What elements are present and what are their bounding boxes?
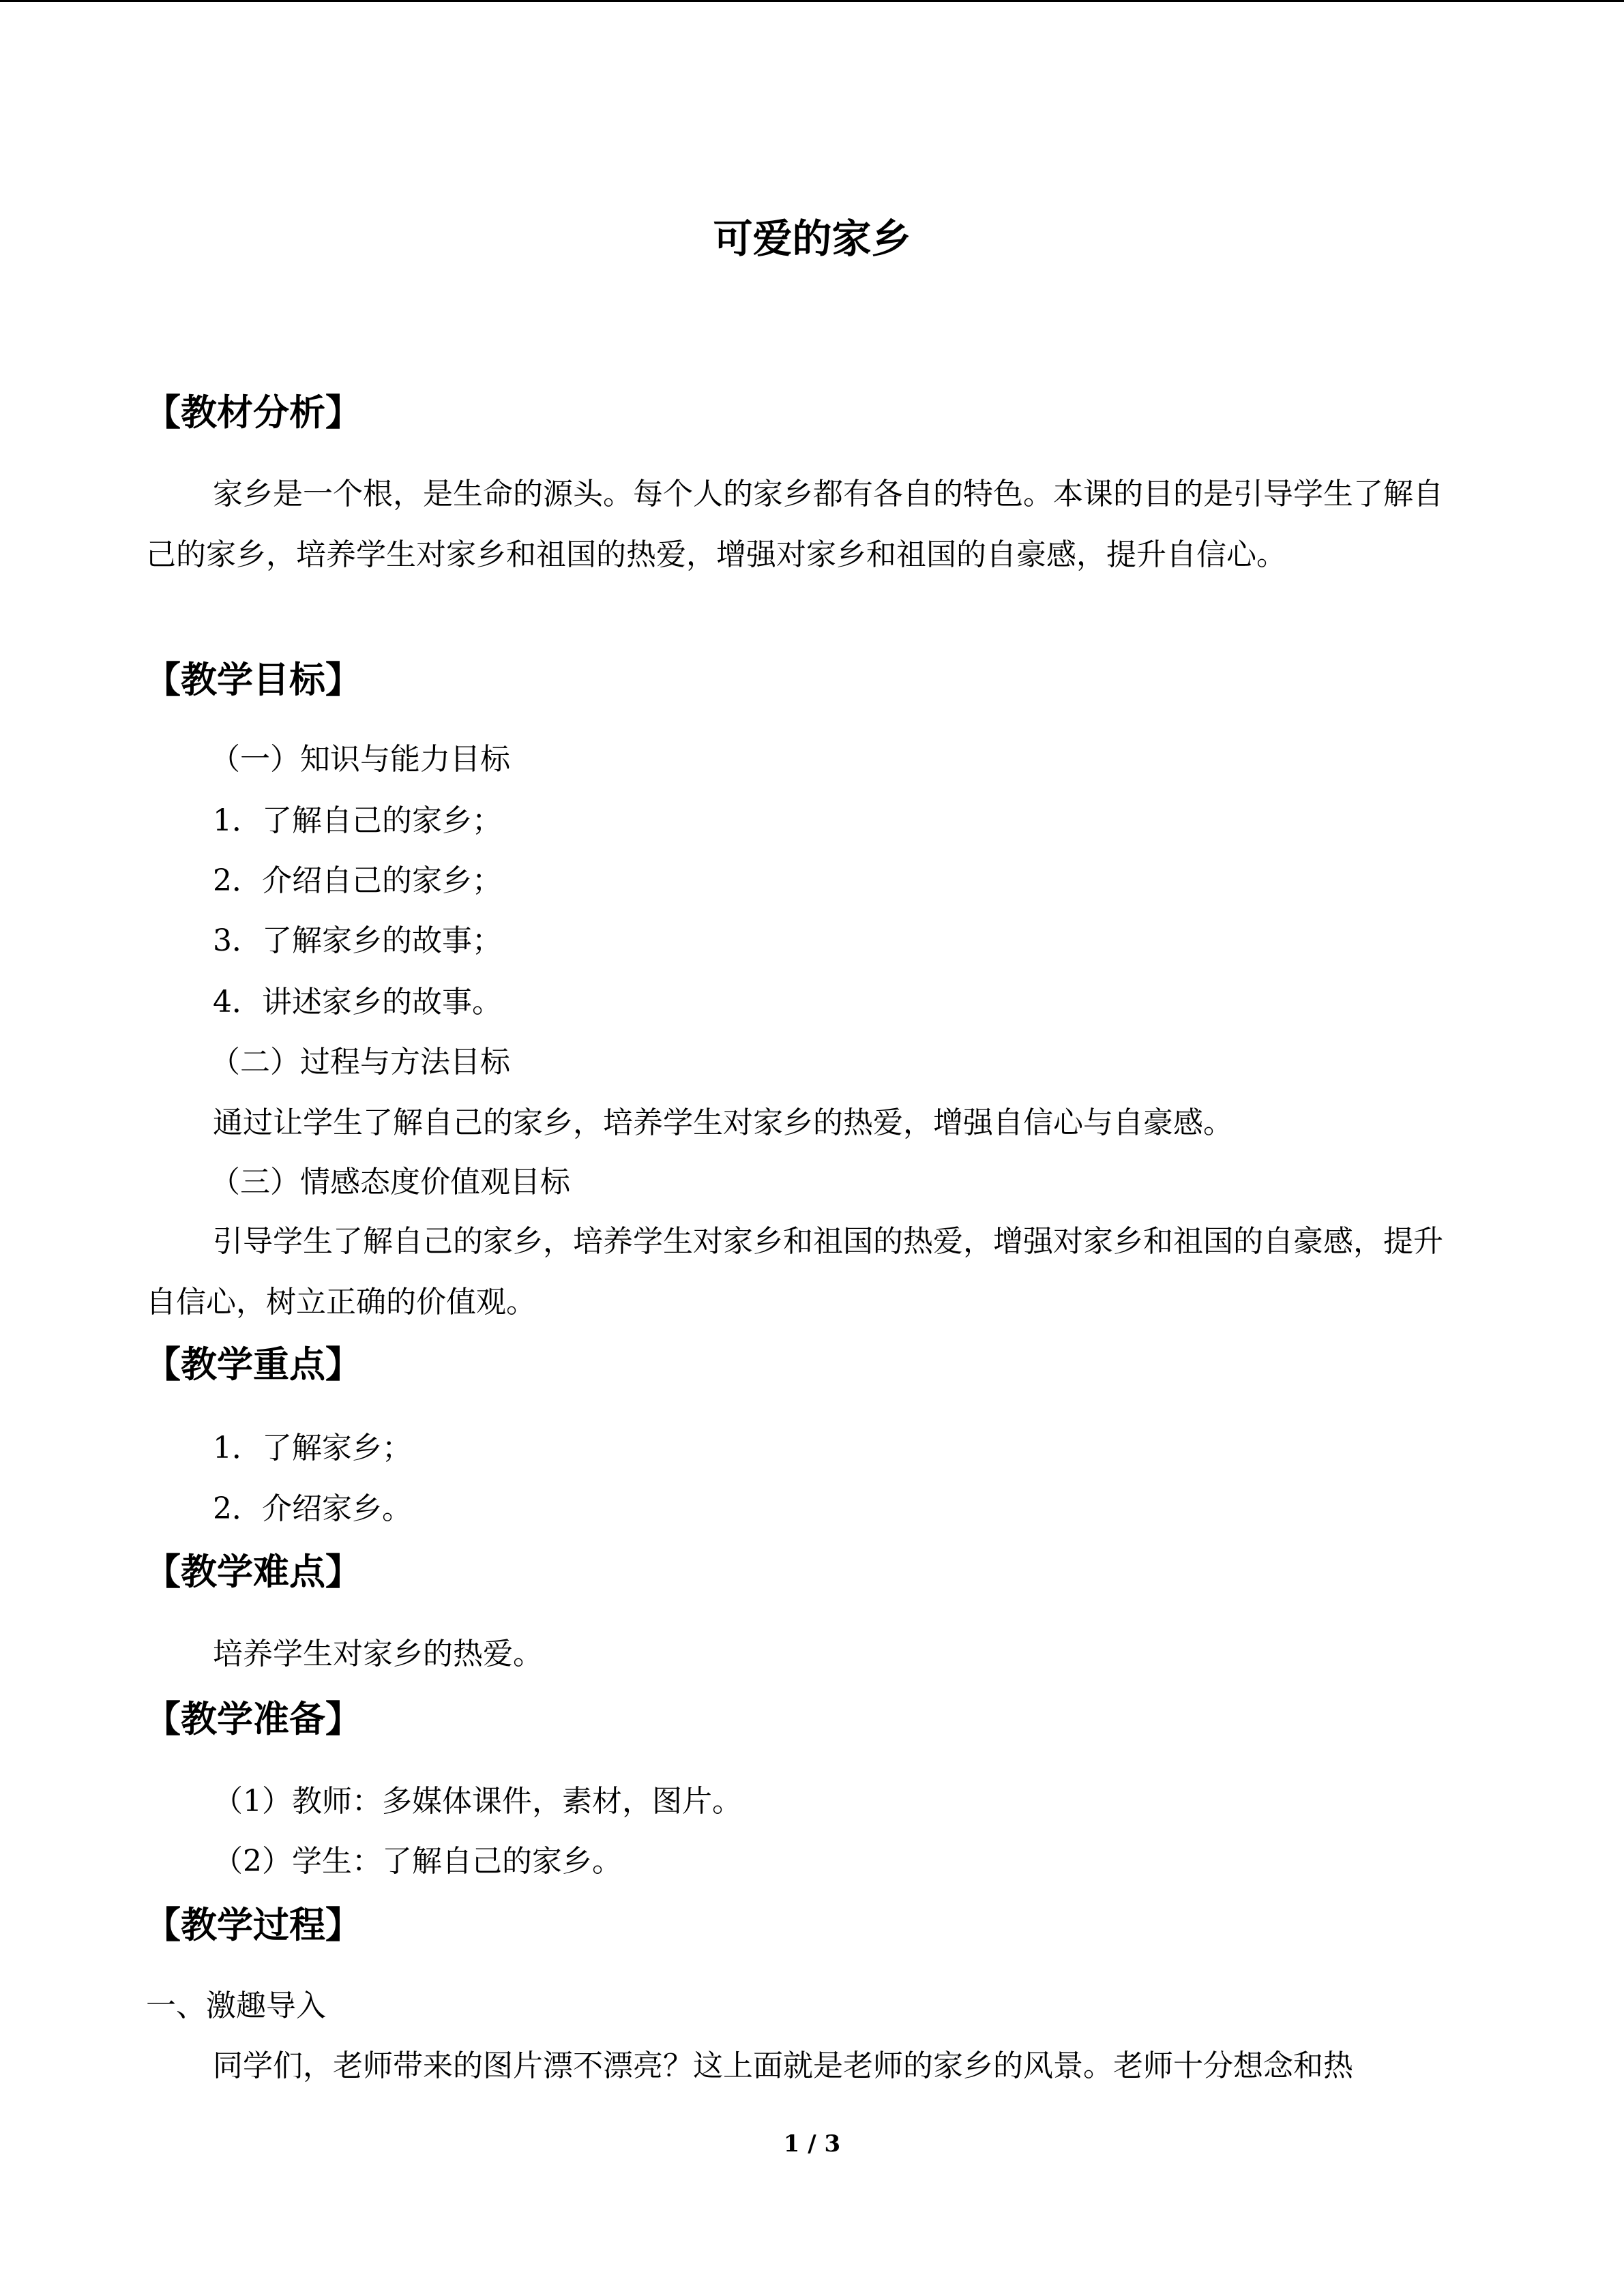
objectives-sub2: （二）过程与方法目标 — [210, 1045, 510, 1079]
objectives-sub1: （一）知识与能力目标 — [210, 742, 510, 777]
key-point-item-2: 2．介绍家乡。 — [213, 1491, 412, 1526]
heading-key-points: 【教学重点】 — [145, 1344, 361, 1386]
preparation-item-1: （1）教师：多媒体课件，素材，图片。 — [213, 1784, 742, 1819]
key-point-item-1: 1．了解家乡； — [213, 1431, 412, 1465]
heading-analysis: 【教材分析】 — [145, 392, 361, 434]
document-title: 可爱的家乡 — [713, 215, 911, 262]
preparation-item-2: （2）学生：了解自己的家乡。 — [213, 1844, 622, 1879]
objectives-para3: 引导学生了解自己的家乡，培养学生对家乡和祖国的热爱，增强对家乡和祖国的自豪感，提升自信心，树立正确的价值观。 — [146, 1224, 1443, 1320]
process-paragraph: 同学们，老师带来的图片漂不漂亮？这上面就是老师的家乡的风景。老师十分想念和热 — [213, 2048, 1353, 2083]
analysis-paragraph: 家乡是一个根，是生命的源头。每个人的家乡都有各自的特色。本课的目的是引导学生了解自己的家乡，培养学生对家乡和祖国的热爱，增强对家乡和祖国的自豪感，提升自信心。 — [146, 477, 1443, 572]
heading-preparation: 【教学准备】 — [145, 1699, 361, 1740]
objective-item-4: 4．讲述家乡的故事。 — [213, 985, 502, 1019]
objectives-sub3: （三）情感态度价值观目标 — [210, 1165, 570, 1199]
heading-difficulties: 【教学难点】 — [145, 1551, 361, 1593]
objective-item-3: 3．了解家乡的故事； — [213, 923, 502, 958]
difficulty-text: 培养学生对家乡的热爱。 — [213, 1637, 543, 1671]
heading-objectives: 【教学目标】 — [145, 659, 361, 701]
objective-item-2: 2．介绍自己的家乡； — [213, 863, 502, 898]
objective-item-1: 1．了解自己的家乡； — [213, 803, 502, 838]
heading-process: 【教学过程】 — [145, 1905, 361, 1946]
page-number: 1 / 3 — [783, 2130, 841, 2158]
objectives-para2: 通过让学生了解自己的家乡，培养学生对家乡的热爱，增强自信心与自豪感。 — [213, 1105, 1233, 1140]
process-step-1: 一、激趣导入 — [146, 1988, 326, 2023]
